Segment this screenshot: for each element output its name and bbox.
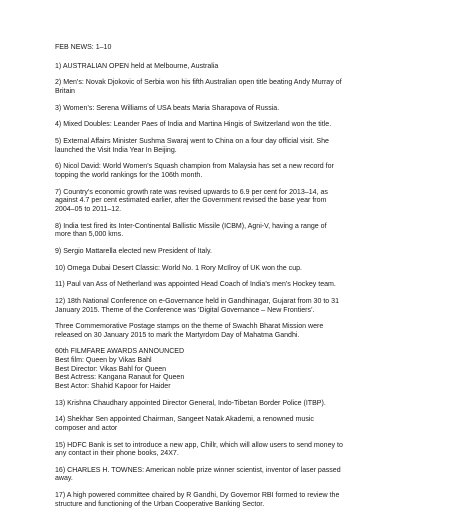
news-line: 1) AUSTRALIAN OPEN held at Melbourne, Australia bbox=[55, 62, 219, 70]
news-line: 8) India test fired its Inter-Continental Ballistic Missile (ICBM), Agni-V, having a range of bbox=[55, 222, 327, 230]
news-line: 11) Paul van Ass of Netherland was appointed Head Coach of India’s men’s Hockey team. bbox=[55, 281, 336, 289]
award-line: Best film: Queen by Vikas Bahl bbox=[55, 357, 152, 365]
news-line: 2) Men’s: Novak Djokovic of Serbia won his fifth Australian open title beating Andy Murray of bbox=[55, 79, 342, 87]
news-line: Three Commemorative Postage stamps on the theme of Swachh Bharat Mission were bbox=[55, 323, 324, 331]
award-line: Best Director: Vikas Bahl for Queen bbox=[55, 365, 167, 373]
news-document bbox=[55, 44, 427, 517]
news-item-2 bbox=[55, 79, 427, 96]
news-item-10 bbox=[55, 265, 427, 274]
news-line: released on 30 January 2015 to mark the Martyrdom Day of Mahatma Gandhi. bbox=[55, 331, 300, 339]
news-item-13 bbox=[55, 400, 427, 409]
news-item-3 bbox=[55, 105, 427, 114]
news-line: 16) CHARLES H. TOWNES: American noble prize winner scientist, inventor of laser passed bbox=[55, 466, 341, 474]
news-item-16 bbox=[55, 467, 427, 484]
news-line: structure and functioning of the Urban Cooperative Banking Sector. bbox=[55, 500, 265, 508]
news-line: more than 5,000 kms. bbox=[55, 231, 124, 239]
news-line: January 2015. Theme of the Conference was ‘Digital Governance – New Frontiers’. bbox=[55, 306, 315, 314]
news-line: any contact in their phone books, 24X7. bbox=[55, 450, 179, 458]
award-line: Best Actor: Shahid Kapoor for Haider bbox=[55, 382, 171, 390]
news-line: Britain bbox=[55, 88, 75, 96]
news-line: topping the world rankings for the 106th month. bbox=[55, 172, 203, 179]
news-item-8 bbox=[55, 223, 427, 240]
news-line: 5) External Affairs Minister Sushma Swaraj went to China on a four day official visit. She bbox=[55, 138, 329, 146]
news-item-5 bbox=[55, 138, 427, 155]
news-line: 6) Nicol David: World Women’s Squash champion from Malaysia has set a new record for bbox=[55, 163, 334, 171]
news-line: 4) Mixed Doubles: Leander Paes of India and Martina Hingis of Switzerland won the title. bbox=[55, 121, 332, 129]
news-item-12 bbox=[55, 298, 427, 315]
news-line: 14) Shekhar Sen appointed Chairman, Sangeet Natak Akademi, a renowned music bbox=[55, 416, 314, 424]
news-line: 9) Sergio Mattarella elected new President of Italy. bbox=[55, 247, 212, 255]
news-item-14 bbox=[55, 416, 427, 433]
news-line: against 4.7 per cent estimated earlier, after the Government revised the base year from bbox=[55, 197, 327, 205]
news-item-6 bbox=[55, 163, 427, 180]
news-item-15 bbox=[55, 442, 427, 459]
news-item-9 bbox=[55, 248, 427, 257]
news-line: composer and actor bbox=[55, 424, 118, 432]
news-line: 15) HDFC Bank is set to introduce a new app, Chillr, which will allow users to send money to bbox=[55, 441, 343, 449]
news-line: 12) 18th National Conference on e-Governance held in Gandhinagar, Gujarat from 30 to 31 bbox=[55, 297, 340, 305]
news-line: 7) Country’s economic growth rate was revised upwards to 6.9 per cent for 2013–14, as bbox=[55, 188, 328, 196]
news-item-11 bbox=[55, 281, 427, 290]
news-line: 2004–05 to 2011–12. bbox=[55, 205, 122, 213]
award-line: Best Actress: Kangana Ranaut for Queen bbox=[55, 374, 185, 382]
news-item-1 bbox=[55, 63, 427, 72]
news-item-7 bbox=[55, 189, 427, 215]
news-line: 10) Omega Dubai Desert Classic: World No. 1 Rory McIlroy of UK won the cup. bbox=[55, 264, 302, 272]
news-item-stamps bbox=[55, 323, 427, 340]
document-header: FEB NEWS: 1–10 bbox=[55, 44, 112, 51]
news-line: launched the Visit India Year In Beijing. bbox=[55, 146, 177, 154]
filmfare-awards bbox=[55, 348, 427, 391]
news-line: 3) Women’s: Serena Williams of USA beats Maria Sharapova of Russia. bbox=[55, 104, 280, 112]
news-line: 13) Krishna Chaudhary appointed Director General, Indo-Tibetan Border Police (ITBP). bbox=[55, 399, 326, 407]
news-item-17 bbox=[55, 492, 427, 509]
news-item-4 bbox=[55, 121, 427, 130]
awards-heading: 60th FILMFARE AWARDS ANNOUNCED bbox=[55, 348, 185, 356]
news-line: 17) A high powered committee chaired by R Gandhi, Dy Governor RBI formed to review the bbox=[55, 492, 340, 500]
news-line: away. bbox=[55, 475, 73, 483]
